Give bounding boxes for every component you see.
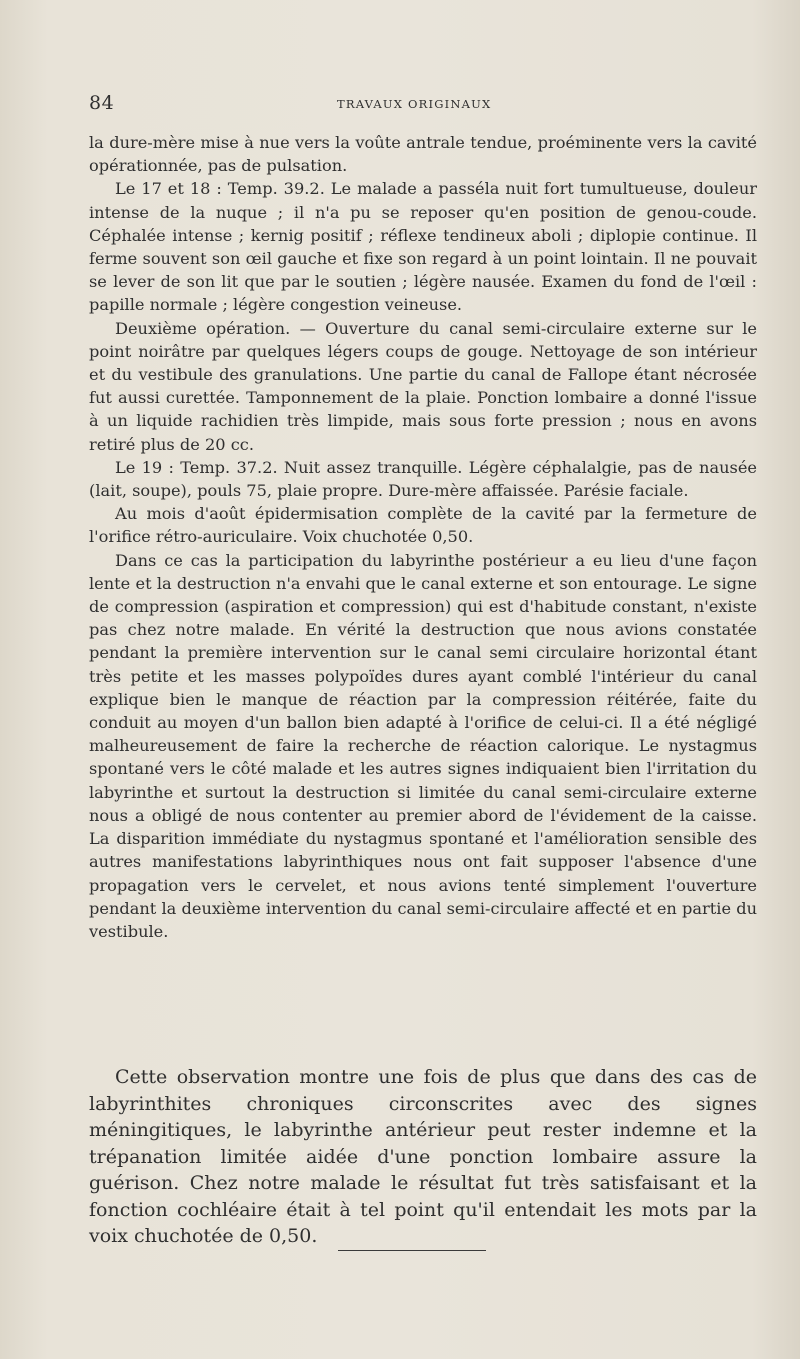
paragraph-discussion: Dans ce cas la participation du labyrinthe postérieur a eu lieu d'une façon lente et la destruction n'a envahi que le canal externe et son entourage. Le signe de compression (aspiration et compression) qui est d'habitude constant, n'existe pas chez notre malade. En vérité la destruction que nous avions constatée pendant la première intervention sur le canal semi circulaire horizontal étant très petite et les masses polypoïdes dures ayant comblé l'intérieur du canal explique bien le manque de réaction par la compression réitérée, faite du conduit au moyen d'un ballon bien adapté à l'orifice de celui-ci. Il a été négligé malheureusement de faire la recherche de réaction calorique. Le nystagmus spontané vers le côté malade et les autres signes indiquaient bien l'irritation du labyrinthe et surtout la destruction si limitée du canal semi-circulaire externe nous a obligé de nous contenter au premier abord de l'évidement de la caisse. La disparition immédiate du nystagmus spontané et l'amélioration sensible des autres manifestations labyrinthiques nous ont fait supposer l'absence d'une propagation vers le cervelet, et nous avions tenté simplement l'ouverture pendant la deuxième intervention du canal semi-circulaire affecté et en partie du vestibule. — [89, 550, 757, 941]
case-report-body — [89, 131, 757, 943]
page-number: 84 — [89, 92, 115, 114]
running-head: TRAVAUX ORIGINAUX — [337, 97, 492, 111]
paragraph-day-19: Le 19 : Temp. 37.2. Nuit assez tranquille. Légère céphalalgie, pas de nausée (lait, soupe), pouls 75, plaie propre. Dure-mère affaissée. Parésie faciale. — [89, 457, 757, 501]
end-rule — [338, 1250, 486, 1251]
page-header — [89, 92, 709, 114]
paragraph-day-17-18: Le 17 et 18 : Temp. 39.2. Le malade a passéla nuit fort tumultueuse, douleur intense de la nuque ; il n'a pu se reposer qu'en position de genou-coude. Céphalée intense ; kernig positif ; réflexe tendineux aboli ; diplopie continue. Il ferme souvent son œil gauche et fixe son regard à un point lointain. Il ne pouvait se lever de son lit que par le soutien ; légère nausée. Examen du fond de l'œil : papille normale ; légère congestion veineuse. — [89, 179, 757, 315]
paragraph-continuation: la dure-mère mise à nue vers la voûte antrale tendue, proéminente vers la cavité opérationnée, pas de pulsation. — [89, 133, 757, 176]
paragraph-second-operation: Deuxième opération. — Ouverture du canal semi-circulaire externe sur le point noirâtre par quelques légers coups de gouge. Nettoyage de son intérieur et du vestibule des granulations. Une partie du canal de Fallope étant nécrosée fut aussi curettée. Tamponnement de la plaie. Ponction lombaire a donné l'issue à un liquide rachidien très limpide, mais sous forte pression ; nous en avons retiré plus de 20 cc. — [89, 318, 757, 454]
paragraph-conclusion: Cette observation montre une fois de plus que dans des cas de labyrinthites chroniques circonscrites avec des signes méningitiques, le labyrinthe antérieur peut rester indemne et la trépanation limitée aidée d'une ponction lombaire assure la guérison. Chez notre malade le résultat fut très satisfaisant et la fonction cochléaire était à tel point qu'il entendait les mots par la voix chuchotée de 0,50. — [89, 1066, 757, 1247]
paragraph-august: Au mois d'août épidermisation complète de la cavité par la fermeture de l'orifice rétro-auriculaire. Voix chuchotée 0,50. — [89, 504, 757, 547]
conclusion-body — [89, 1064, 757, 1250]
